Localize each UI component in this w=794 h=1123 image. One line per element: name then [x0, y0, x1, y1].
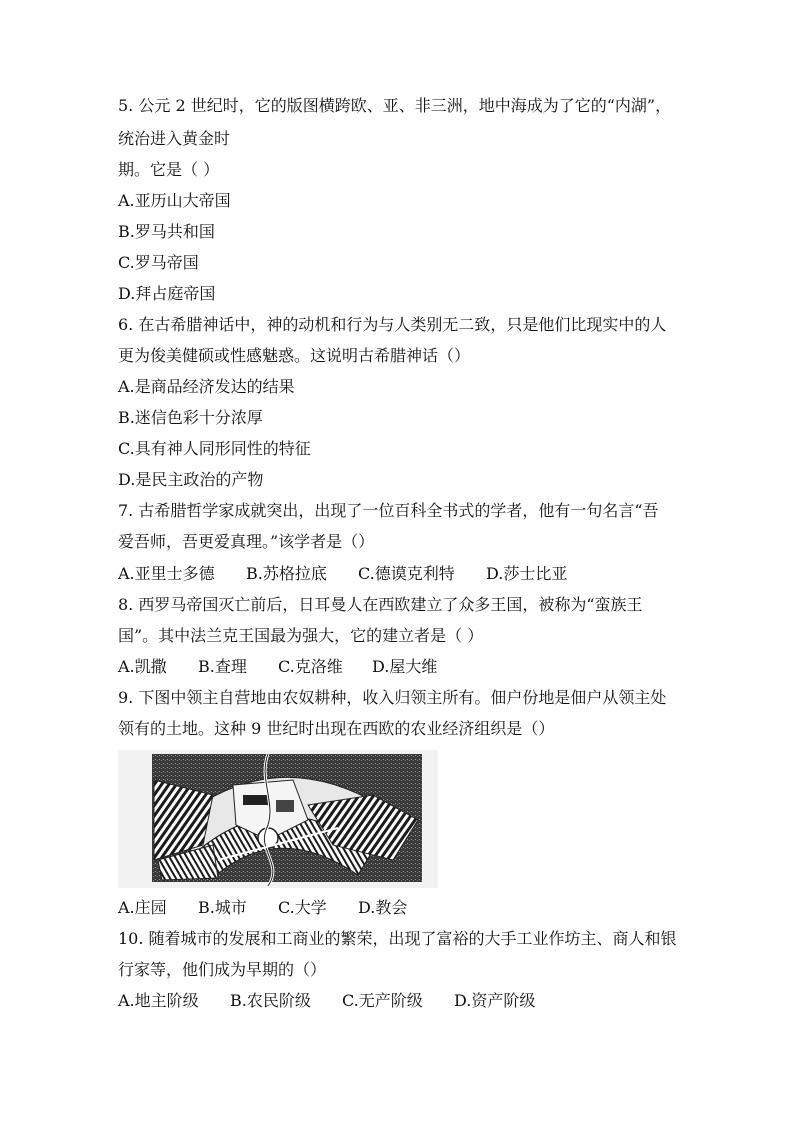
q5-option-d: D.拜占庭帝国 — [118, 284, 216, 303]
q9-option-a: A.庄园 — [118, 898, 167, 917]
q9-stem-line2: 领有的土地。这种 9 世纪时出现在西欧的农业经济组织是（） — [118, 719, 555, 738]
q8-option-b: B.查理 — [198, 657, 247, 676]
q10-option-d: D.资产阶级 — [454, 991, 536, 1010]
q7-option-c: C.德谟克利特 — [358, 564, 455, 583]
q6-stem-line2: 更为俊美健硕或性感魅惑。这说明古希腊神话（） — [118, 346, 471, 365]
q10-option-c: C.无产阶级 — [342, 991, 423, 1010]
q5-stem-line1: 5. 公元 2 世纪时，它的版图横跨欧、亚、非三洲，地中海成为了它的“内湖”， — [118, 96, 672, 115]
q5-option-c: C.罗马帝国 — [118, 253, 199, 272]
q8-option-d: D.屋大维 — [372, 657, 438, 676]
q5-option-a: A.亚历山大帝国 — [118, 191, 231, 210]
q9-option-b: B.城市 — [198, 898, 247, 917]
q10-stem-line1: 10. 随着城市的发展和工商业的繁荣，出现了富裕的大手工业作坊主、商人和银 — [118, 929, 677, 948]
q9-stem-line1: 9. 下图中领主自营地由农奴耕种，收入归领主所有。佃户份地是佃户从领主处 — [118, 688, 667, 707]
q7-option-a: A.亚里士多德 — [118, 564, 215, 583]
q6-option-b: B.迷信色彩十分浓厚 — [118, 408, 263, 427]
q10-option-a: A.地主阶级 — [118, 991, 199, 1010]
q9-option-d: D.教会 — [358, 898, 408, 917]
q6-option-d: D.是民主政治的产物 — [118, 470, 264, 489]
manor-diagram-image — [118, 750, 438, 888]
q9-option-c: C.大学 — [278, 898, 327, 917]
q8-stem-line2: 国”。其中法兰克王国最为强大，它的建立者是（ ） — [118, 626, 484, 645]
q7-option-b: B.苏格拉底 — [246, 564, 327, 583]
q10-stem-line2: 行家等，他们成为早期的（） — [118, 960, 327, 979]
q6-option-c: C.具有神人同形同性的特征 — [118, 439, 311, 458]
q6-stem-line1: 6. 在古希腊神话中，神的动机和行为与人类别无二致，只是他们比现实中的人 — [118, 315, 667, 334]
q9-options-row — [118, 898, 407, 918]
q10-options-row — [118, 991, 535, 1011]
q5-stem-line2: 统治进入黄金时 — [118, 129, 231, 148]
q8-stem-line1: 8. 西罗马帝国灭亡前后，日耳曼人在西欧建立了众多王国，被称为“蛮族王 — [118, 595, 643, 614]
q5-stem-line3: 期。它是（ ） — [118, 160, 220, 179]
q8-options-row — [118, 657, 437, 677]
q6-option-a: A.是商品经济发达的结果 — [118, 377, 295, 396]
q5-option-b: B.罗马共和国 — [118, 222, 215, 241]
q7-option-d: D.莎士比亚 — [486, 564, 568, 583]
q10-option-b: B.农民阶级 — [230, 991, 311, 1010]
q7-stem-line1: 7. 古希腊哲学家成就突出，出现了一位百科全书式的学者，他有一句名言“吾 — [118, 501, 659, 520]
q8-option-a: A.凯撒 — [118, 657, 167, 676]
q7-stem-line2: 爱吾师，吾更爱真理。”该学者是（） — [118, 532, 375, 551]
q8-option-c: C.克洛维 — [278, 657, 343, 676]
q7-options-row — [118, 564, 567, 584]
